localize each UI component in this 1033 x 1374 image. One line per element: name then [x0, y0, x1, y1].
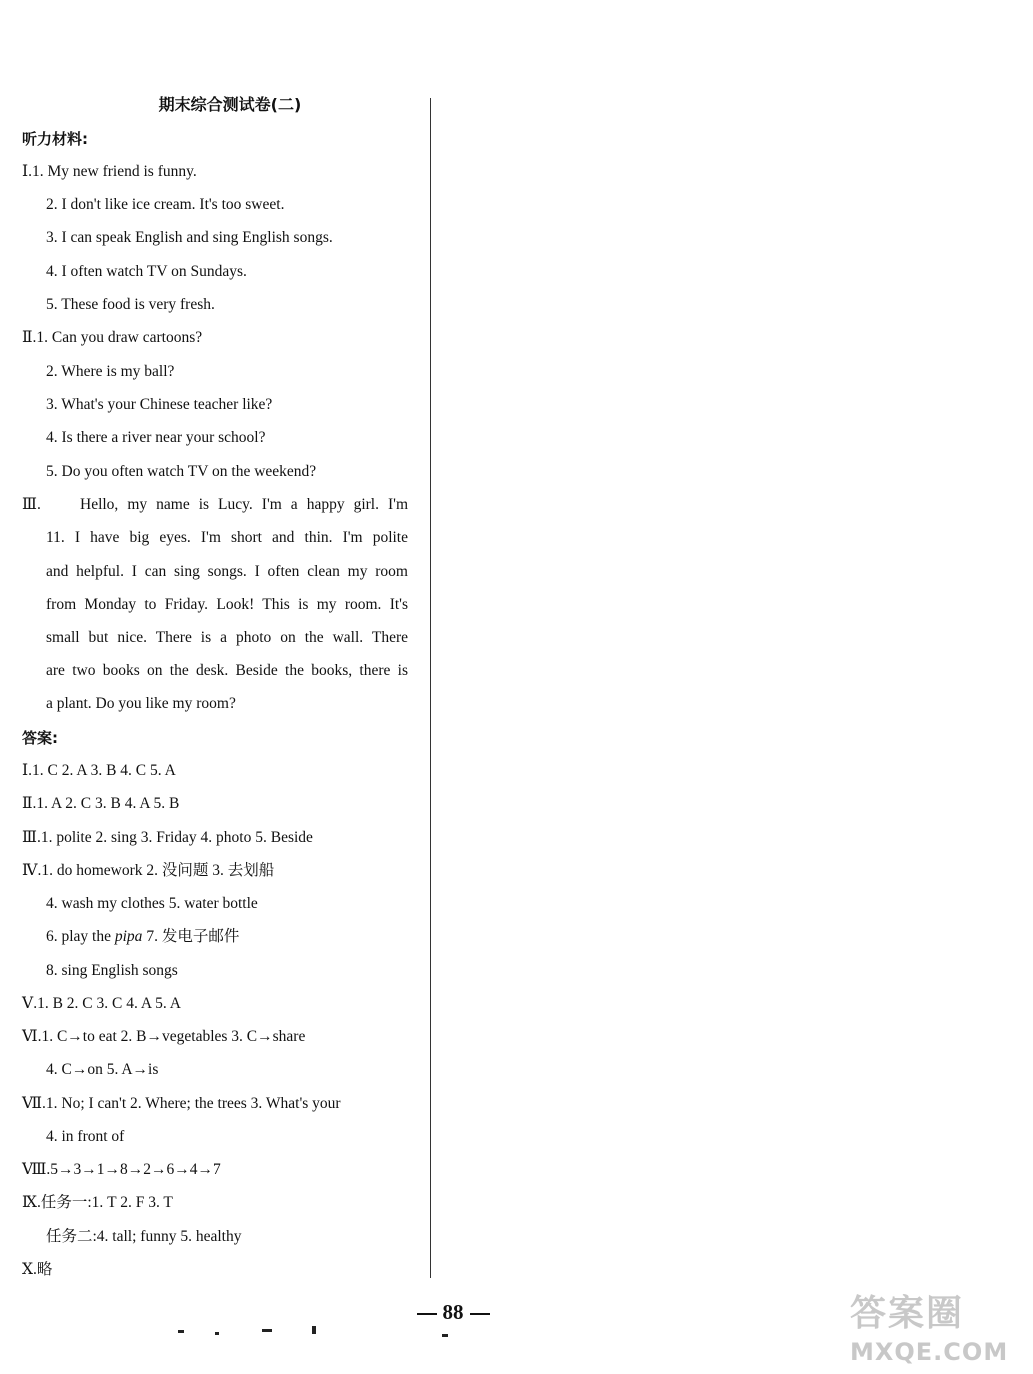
scan-speck [178, 1330, 184, 1333]
answer-VIII: Ⅷ.5→3→1→8→2→6→4→7 [22, 1161, 221, 1178]
listening-III-line-6: are two books on the desk. Beside the books, there is [46, 662, 408, 679]
listening-I-3: 3. I can speak English and sing English songs. [46, 229, 333, 246]
page-title: 期末综合测试卷(二) [158, 95, 302, 114]
listening-I-1: Ⅰ.1. My new friend is funny. [22, 163, 197, 180]
watermark-logo: 答案圈 [850, 1293, 965, 1334]
listening-III-label: Ⅲ. [22, 496, 41, 513]
answer-X: Ⅹ.略 [22, 1261, 53, 1278]
listening-II-1: Ⅱ.1. Can you draw cartoons? [22, 329, 203, 346]
answer-IV-6: 6. play the pipa 7. 发电子邮件 [46, 928, 240, 945]
answer-VII-4: 4. in front of [46, 1128, 125, 1145]
answer-IX-2: 任务二:4. tall; funny 5. healthy [46, 1228, 242, 1245]
listening-III-line-5: small but nice. There is a photo on the wall. There [46, 629, 408, 646]
watermark-url: MXQE.COM [850, 1338, 1009, 1366]
answer-VI-1: Ⅵ.1. C→to eat 2. B→vegetables 3. C→share [22, 1028, 306, 1045]
scan-marks [0, 1320, 480, 1340]
answer-IV-1: Ⅳ.1. do homework 2. 没问题 3. 去划船 [22, 862, 275, 879]
scan-speck [262, 1329, 272, 1332]
listening-heading: 听力材料: [22, 130, 88, 148]
listening-II-5: 5. Do you often watch TV on the weekend? [46, 463, 317, 480]
listening-I-5: 5. These food is very fresh. [46, 296, 215, 313]
listening-II-2: 2. Where is my ball? [46, 363, 175, 380]
answer-IV-4: 4. wash my clothes 5. water bottle [46, 895, 258, 912]
answer-VI-4: 4. C→on 5. A→is [46, 1061, 159, 1078]
scan-speck [215, 1332, 219, 1335]
listening-II-4: 4. Is there a river near your school? [46, 429, 266, 446]
answer-III: Ⅲ.1. polite 2. sing 3. Friday 4. photo 5. Beside [22, 829, 313, 846]
answer-IX-1: Ⅸ.任务一:1. T 2. F 3. T [22, 1194, 173, 1211]
listening-I-4: 4. I often watch TV on Sundays. [46, 263, 247, 280]
answer-V: Ⅴ.1. B 2. C 3. C 4. A 5. A [22, 995, 181, 1012]
listening-III-line-4: from Monday to Friday. Look! This is my room. It's [46, 596, 408, 613]
listening-II-3: 3. What's your Chinese teacher like? [46, 396, 273, 413]
answer-I: Ⅰ.1. C 2. A 3. B 4. C 5. A [22, 762, 176, 779]
scan-speck [442, 1334, 448, 1337]
listening-III-line-7: a plant. Do you like my room? [46, 695, 236, 712]
dash-right [470, 1313, 490, 1315]
column-divider [430, 98, 431, 1278]
watermark [850, 1290, 1030, 1370]
dash-left [417, 1313, 437, 1315]
listening-III-line-3: and helpful. I can sing songs. I often clean my room [46, 563, 408, 580]
listening-III-line-2: 11. I have big eyes. I'm short and thin. I'm polite [46, 529, 408, 546]
answer-II: Ⅱ.1. A 2. C 3. B 4. A 5. B [22, 795, 180, 812]
page-number-text: 88 [442, 1300, 464, 1324]
answers-heading: 答案: [22, 729, 58, 747]
listening-III-line-1: Hello, my name is Lucy. I'm a happy girl. I'm [80, 496, 408, 513]
answer-IV-8: 8. sing English songs [46, 962, 178, 979]
scan-speck [312, 1326, 316, 1334]
answer-VII-1: Ⅶ.1. No; I can't 2. Where; the trees 3. What's your [22, 1095, 341, 1112]
listening-I-2: 2. I don't like ice cream. It's too sweet. [46, 196, 285, 213]
